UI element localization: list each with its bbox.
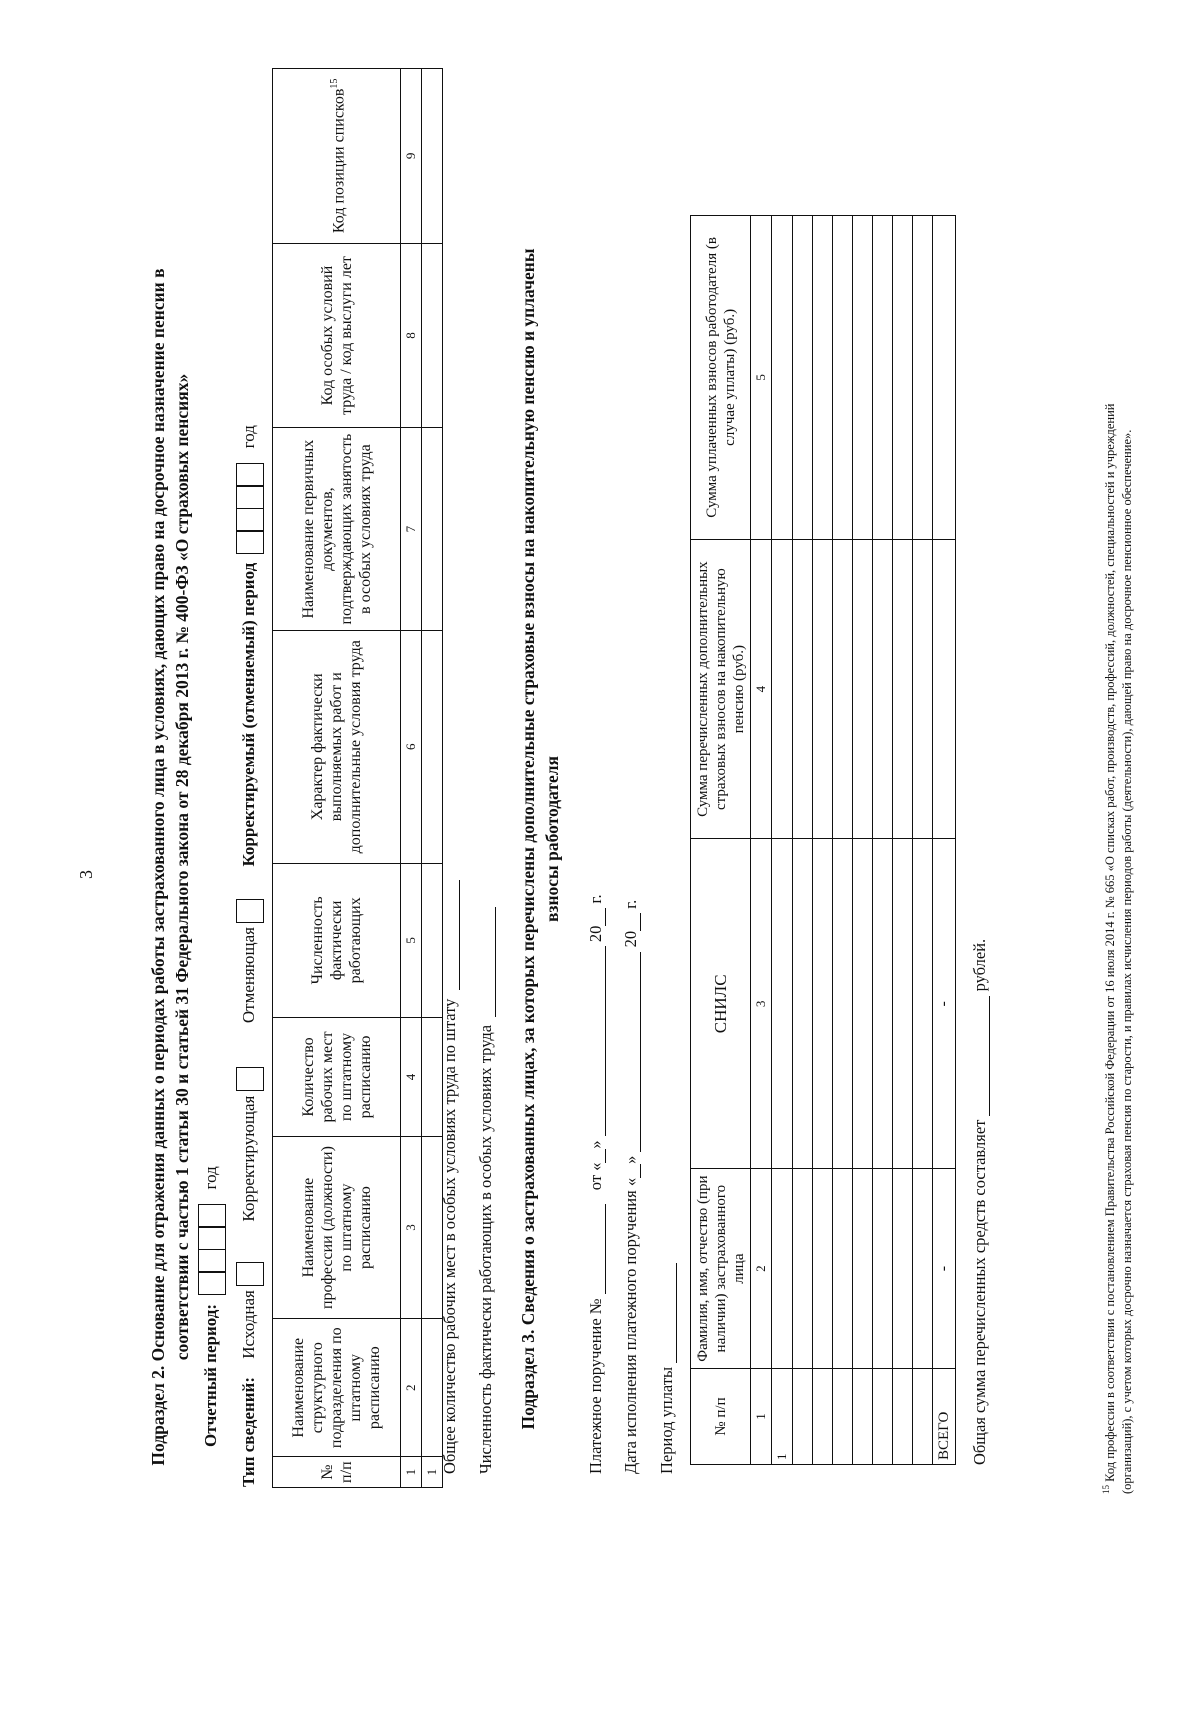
table-cell[interactable] xyxy=(873,216,893,540)
total-row xyxy=(933,216,956,1465)
table-cell[interactable] xyxy=(853,1369,873,1465)
table-cell[interactable] xyxy=(913,216,933,540)
payment-order-number-field[interactable] xyxy=(587,1204,606,1294)
corrected-period-label: Корректируемый (отменяемый) период xyxy=(238,562,258,867)
table-cell[interactable] xyxy=(853,216,873,540)
col-header xyxy=(273,69,401,244)
table-cell[interactable] xyxy=(893,1169,913,1369)
col-header: Наименование профессии (должности) по штатному расписанию xyxy=(273,1136,401,1318)
year-suffix: г. xyxy=(586,894,605,904)
column-number: 5 xyxy=(401,863,422,1017)
table-cell[interactable] xyxy=(913,1169,933,1369)
table-cell[interactable] xyxy=(893,839,913,1169)
table-cell[interactable] xyxy=(813,1369,833,1465)
table-cell[interactable] xyxy=(833,839,853,1169)
total-places-row xyxy=(440,880,460,1474)
execution-date-label: Дата исполнения платежного поручения « xyxy=(621,1177,640,1474)
table-header-row xyxy=(691,216,751,1465)
type-original-checkbox[interactable] xyxy=(236,1262,264,1286)
table-cell[interactable] xyxy=(793,1169,813,1369)
type-cancelling-label: Отменяющая xyxy=(238,927,258,1024)
table-cell[interactable] xyxy=(933,216,956,540)
table-cell[interactable] xyxy=(422,428,443,630)
subsection2-title xyxy=(146,0,194,1734)
column-number: 2 xyxy=(401,1319,422,1457)
table-row xyxy=(913,216,933,1465)
payment-order-year-field[interactable] xyxy=(587,908,606,926)
table-cell[interactable] xyxy=(422,69,443,244)
execution-day-field[interactable] xyxy=(622,1164,641,1178)
table-cell[interactable] xyxy=(793,1369,813,1465)
table-cell[interactable] xyxy=(772,216,793,540)
column-number: 5 xyxy=(751,216,772,540)
col-header: Сумма перечисленных дополнительных страховых взносов на накопительную пенсию (руб.) xyxy=(691,539,751,839)
footnote-line2: (организаций), с учетом которых досрочно назначается страховая пенсия по старости, и правилах исчисления периодов работы (деятельности), дающей право на досрочное пенсионное обеспечение». xyxy=(1120,429,1135,1494)
execution-month-field[interactable] xyxy=(622,952,641,1152)
footnote-mark: 15 xyxy=(1101,1485,1111,1494)
year-prefix: 20 xyxy=(621,930,640,948)
table-cell[interactable] xyxy=(833,1369,853,1465)
table-row xyxy=(853,216,873,1465)
table-cell[interactable] xyxy=(853,1169,873,1369)
column-number: 1 xyxy=(751,1369,772,1465)
table-cell[interactable] xyxy=(873,539,893,839)
col-header: № п/п xyxy=(691,1369,751,1465)
column-number: 1 xyxy=(401,1457,422,1488)
table-cell[interactable] xyxy=(873,1369,893,1465)
subsection2-title-line2: соответствии с частью 1 статьи 30 и статьей 31 Федерального закона от 28 декабря 2013 г. № 400-ФЗ «О страховых пенсиях» xyxy=(172,373,192,1361)
total-dash: - xyxy=(933,839,956,1169)
table-cell[interactable] xyxy=(813,839,833,1169)
table-row xyxy=(772,216,793,1465)
column-number-row xyxy=(751,216,772,1465)
rubles-label: рублей. xyxy=(970,938,989,992)
table-cell[interactable] xyxy=(893,539,913,839)
col-header: Наименование первичных документов, подтверждающих занятость в особых условиях труда xyxy=(273,428,401,630)
type-correcting-label: Корректирующая xyxy=(238,1095,258,1222)
report-period-row xyxy=(198,1166,226,1447)
column-number: 7 xyxy=(401,428,422,630)
table-row xyxy=(833,216,853,1465)
payment-order-month-field[interactable] xyxy=(587,946,606,1136)
table-cell[interactable] xyxy=(853,539,873,839)
payment-order-day-field[interactable] xyxy=(587,1149,606,1163)
total-sum-label: Общая сумма перечисленных средств составляет xyxy=(970,1119,989,1465)
report-year-boxes[interactable] xyxy=(198,1204,226,1294)
footnote-line1 xyxy=(1098,34,1119,1494)
footnote-mark: 15 xyxy=(328,78,340,89)
year-suffix: г. xyxy=(621,899,640,909)
column-number-row xyxy=(401,69,422,1488)
payment-order-row xyxy=(586,894,606,1474)
table-cell[interactable] xyxy=(772,539,793,839)
table-cell[interactable] xyxy=(913,1369,933,1465)
col-header: Характер фактически выполняемых работ и дополнительные условия труда xyxy=(273,630,401,863)
table-cell[interactable] xyxy=(833,1169,853,1369)
type-original-label: Исходная xyxy=(238,1290,258,1359)
column-number: 9 xyxy=(401,69,422,244)
table-cell[interactable] xyxy=(893,1369,913,1465)
actual-workers-label: Численность фактически работающих в особых условиях труда xyxy=(476,1024,495,1474)
col-header: Наименование структурного подразделения по штатному расписанию xyxy=(273,1319,401,1457)
col-header: СНИЛС xyxy=(691,839,751,1169)
payment-order-label: Платежное поручение № xyxy=(586,1298,605,1474)
table-cell[interactable] xyxy=(813,539,833,839)
table-cell[interactable] xyxy=(833,539,853,839)
row-number: 1 xyxy=(422,1457,443,1488)
col-header: № п/п xyxy=(273,1457,401,1488)
subsection3-table xyxy=(690,215,956,1465)
table-row xyxy=(813,216,833,1465)
year-digit-box[interactable] xyxy=(198,1226,226,1250)
quote-close: » xyxy=(586,1140,605,1149)
year-digit-box[interactable] xyxy=(198,1271,226,1295)
corrected-year-label: год xyxy=(238,425,258,449)
page-number: 3 xyxy=(76,870,96,879)
column-number: 4 xyxy=(751,539,772,839)
table-cell[interactable] xyxy=(793,539,813,839)
year-digit-box[interactable] xyxy=(236,508,264,532)
execution-date-row xyxy=(621,900,641,1474)
column-number: 2 xyxy=(751,1169,772,1369)
from-label: от « xyxy=(586,1162,605,1191)
table-cell[interactable] xyxy=(913,839,933,1169)
subsection3-title-line2: взносы работодателя xyxy=(542,755,562,923)
col-header: Код особых условий труда / код выслуги лет xyxy=(273,243,401,428)
table-header-row xyxy=(273,69,401,1488)
table-cell[interactable] xyxy=(853,839,873,1169)
table-cell[interactable] xyxy=(772,839,793,1169)
type-cancelling-checkbox[interactable] xyxy=(236,899,264,923)
col-header: Количество рабочих мест по штатному расписанию xyxy=(273,1018,401,1137)
footnote-text: Код профессии в соответствии с постановлением Правительства Российской Федерации от 16 июля 2014 г. № 665 «О списках работ, производств, профессий, должностей, специальностей и учреждений xyxy=(1103,403,1118,1482)
table-row xyxy=(873,216,893,1465)
table-row xyxy=(893,216,913,1465)
table-cell[interactable] xyxy=(813,1169,833,1369)
info-type-label: Тип сведений: xyxy=(238,1377,258,1487)
row-number: 1 xyxy=(772,1369,793,1465)
year-prefix: 20 xyxy=(586,925,605,943)
table-cell[interactable] xyxy=(873,1169,893,1369)
table-cell[interactable] xyxy=(913,539,933,839)
col-header: Фамилия, имя, отчество (при наличии) застрахованного лица xyxy=(691,1169,751,1369)
total-places-field[interactable] xyxy=(441,880,460,990)
col-header: Численность фактически работающих xyxy=(273,863,401,1017)
total-sum-row xyxy=(970,939,990,1465)
total-sum-field[interactable] xyxy=(971,996,990,1116)
year-digit-box[interactable] xyxy=(198,1249,226,1273)
table-cell[interactable] xyxy=(933,539,956,839)
quote-close: » xyxy=(621,1155,640,1164)
total-dash: - xyxy=(933,1169,956,1369)
execution-year-field[interactable] xyxy=(622,913,641,931)
table-cell[interactable] xyxy=(873,839,893,1169)
footnote xyxy=(1098,34,1136,1494)
subsection2-title-line1: Подраздел 2. Основание для отражения данных о периодах работы застрахованного лица в условиях, дающих право на досрочное назначение пенсии в xyxy=(148,268,168,1466)
table-cell[interactable] xyxy=(793,216,813,540)
table-cell[interactable] xyxy=(422,243,443,428)
table-cell[interactable] xyxy=(793,839,813,1169)
actual-workers-row xyxy=(476,907,496,1474)
year-digit-box[interactable] xyxy=(198,1204,226,1228)
column-number: 3 xyxy=(401,1136,422,1318)
payment-period-field[interactable] xyxy=(658,1263,677,1363)
table-row xyxy=(793,216,813,1465)
subsection3-title xyxy=(516,189,564,1489)
actual-workers-field[interactable] xyxy=(477,907,496,1017)
subsection3-title-line1: Подраздел 3. Сведения о застрахованных лицах, за которых перечислены дополнительные страховые взносы на накопительную пенсию и уплачены xyxy=(518,248,538,1430)
total-places-label: Общее количество рабочих мест в особых условиях труда по штату xyxy=(440,998,459,1474)
year-digit-box[interactable] xyxy=(236,463,264,487)
table-cell[interactable] xyxy=(422,630,443,863)
year-digit-box[interactable] xyxy=(236,485,264,509)
col-header-label: Код позиции списков xyxy=(330,88,348,234)
table-cell[interactable] xyxy=(772,1169,793,1369)
col-header: Сумма уплаченных взносов работодателя (в случае уплаты) (руб.) xyxy=(691,216,751,540)
info-type-row xyxy=(236,67,264,1487)
column-number: 6 xyxy=(401,630,422,863)
table-cell[interactable] xyxy=(893,216,913,540)
year-digit-box[interactable] xyxy=(236,530,264,554)
report-period-label: Отчетный период: xyxy=(200,1303,220,1447)
report-year-label: год xyxy=(200,1166,220,1190)
total-label: ВСЕГО xyxy=(933,1369,956,1465)
corrected-year-boxes[interactable] xyxy=(236,463,264,553)
column-number: 3 xyxy=(751,839,772,1169)
payment-period-row xyxy=(657,1263,677,1474)
subsection2-table xyxy=(272,68,443,1488)
table-cell[interactable] xyxy=(813,216,833,540)
table-cell[interactable] xyxy=(833,216,853,540)
column-number: 8 xyxy=(401,243,422,428)
type-correcting-checkbox[interactable] xyxy=(236,1067,264,1091)
column-number: 4 xyxy=(401,1018,422,1137)
payment-period-label: Период уплаты xyxy=(657,1366,676,1474)
